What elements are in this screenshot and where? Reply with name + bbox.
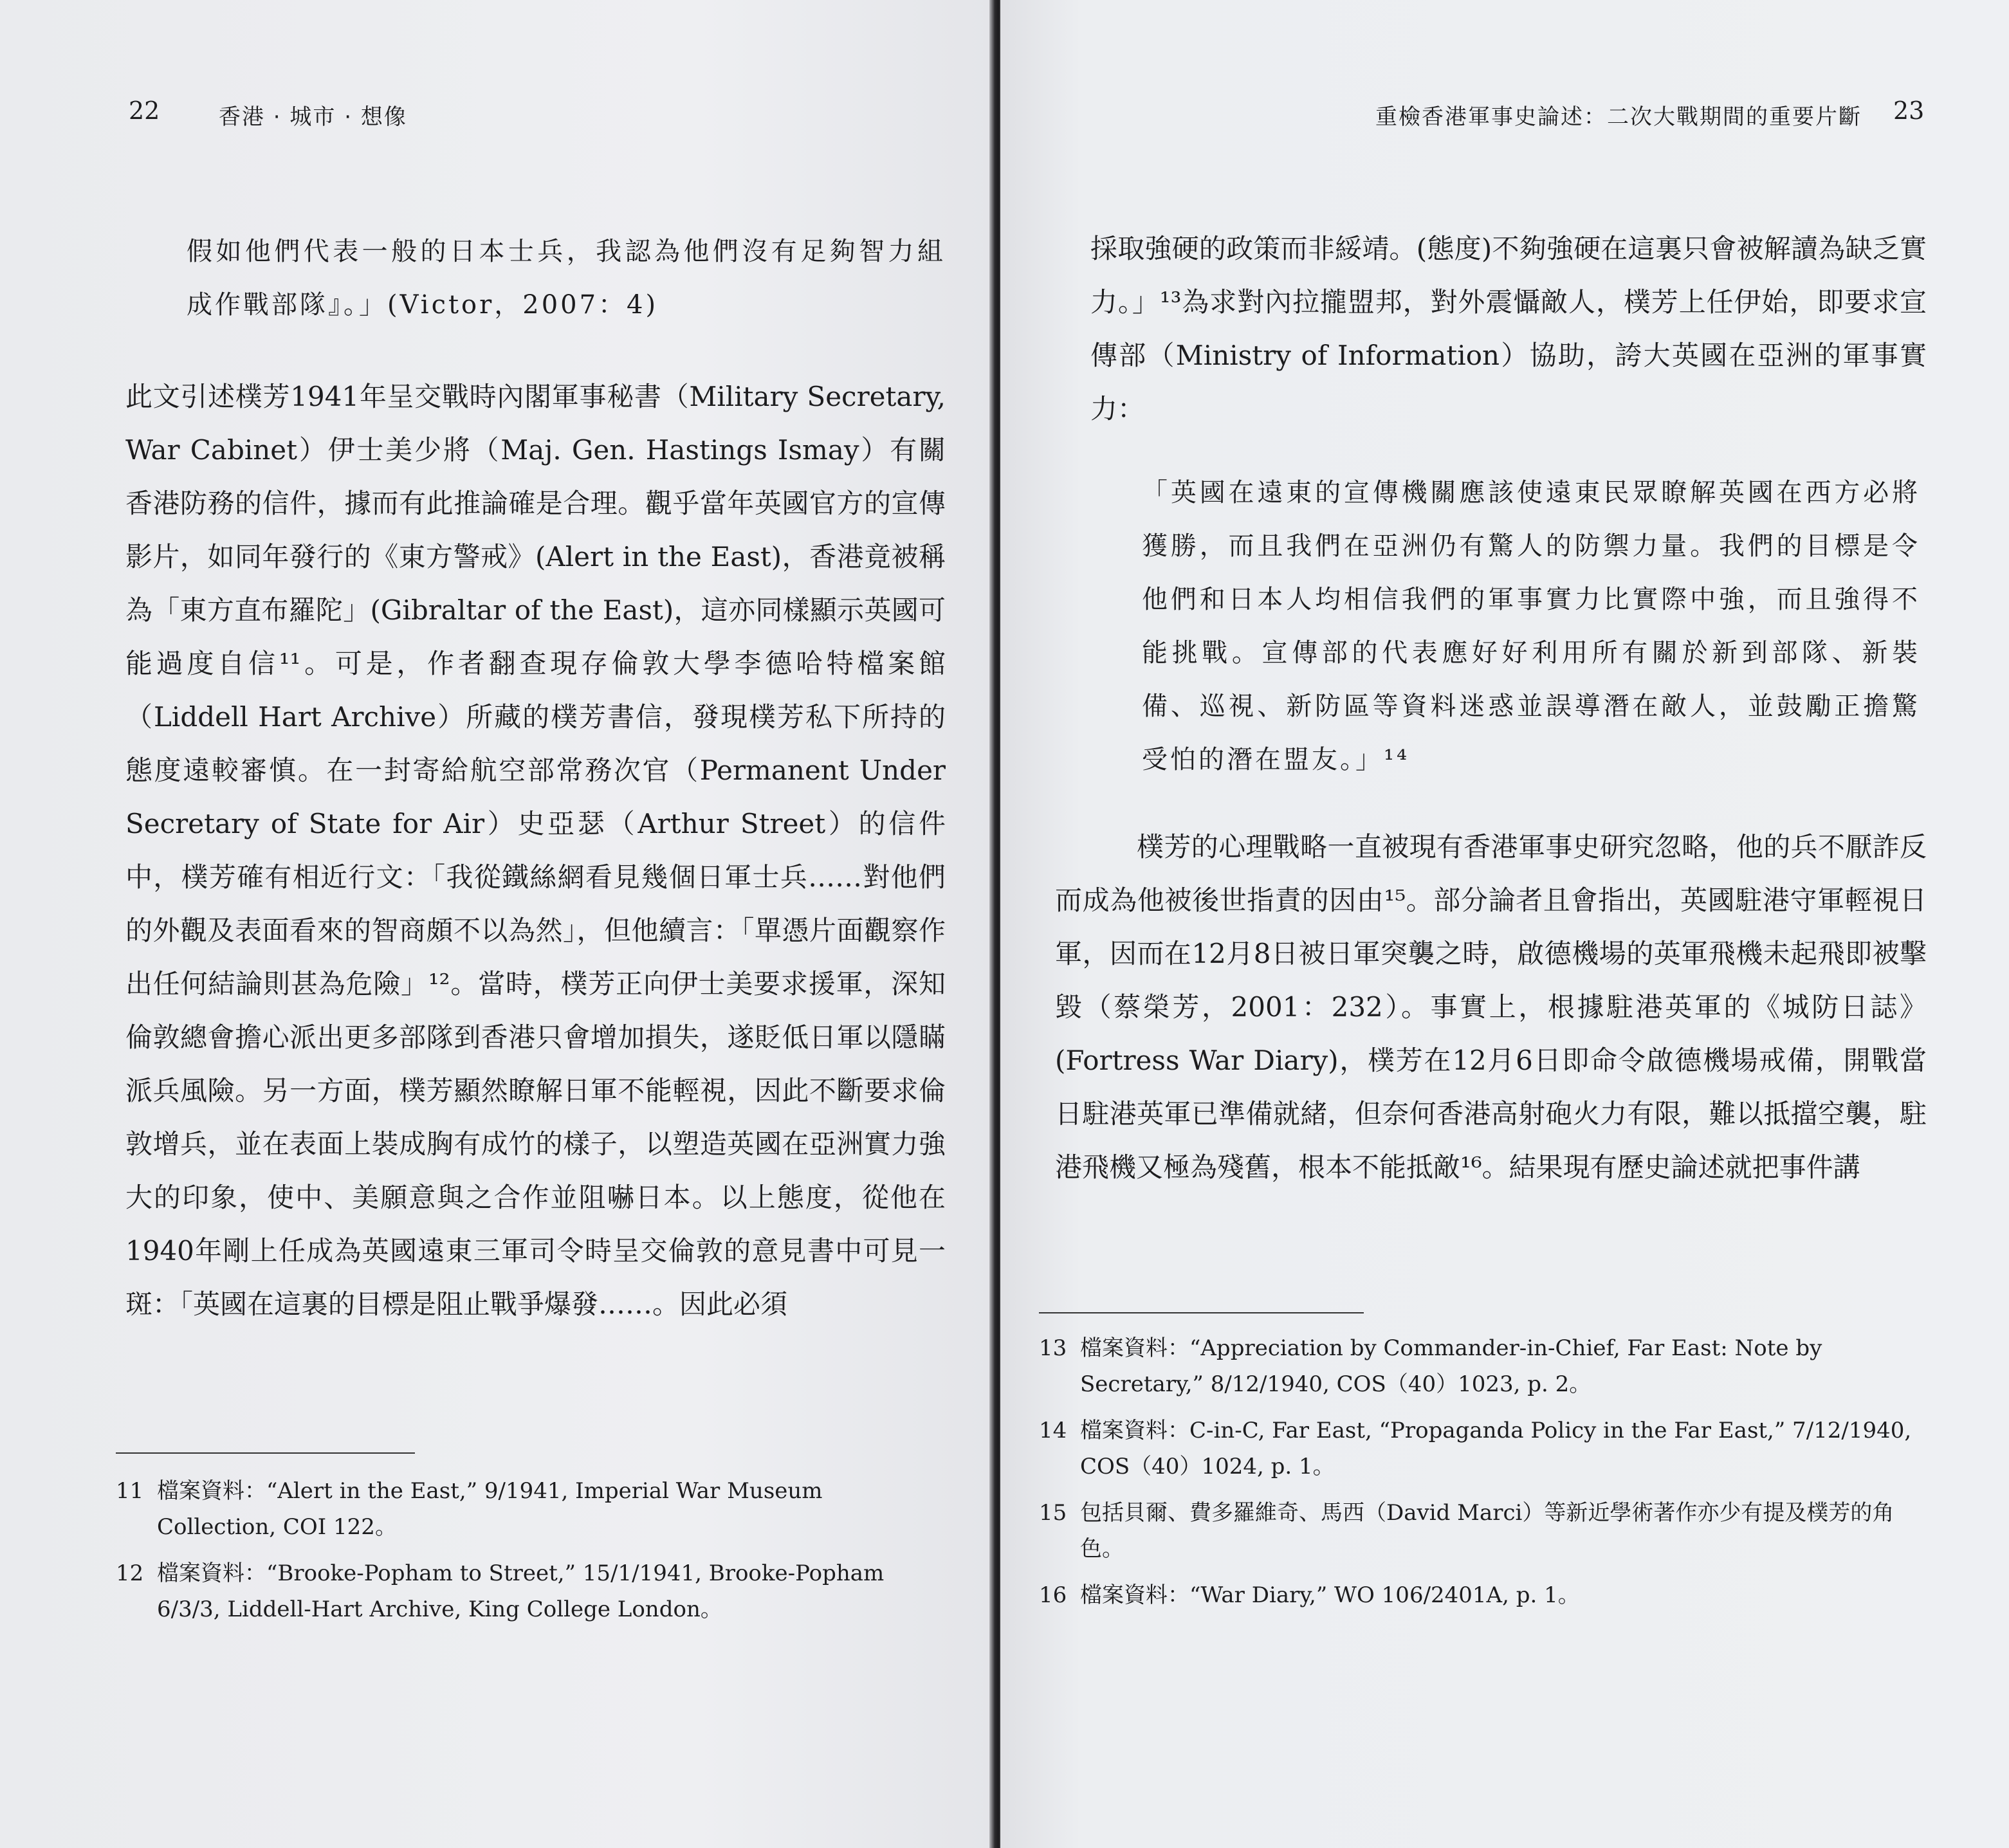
body-paragraph-left: 此文引述樸芳1941年呈交戰時內閣軍事秘書（Military Secretary, War Cabinet）伊士美少將（Maj. Gen. Hastings Ismay）有關香港防務的信件，據而有此推論確是合理。觀乎當年英國官方的宣傳影片，如同年發行的《東方警戒》(Alert in the East)，香港竟被稱為「東方直布羅陀」(Gibraltar of the East)，這亦同樣顯示英國可能過度自信¹¹。可是，作者翻查現存倫敦大學李德哈特檔案館（Liddell Hart Archive）所藏的樸芳書信，發現樸芳私下所持的態度遠較審慎。在一封寄給航空部常務次官（Permanent Under Secretary of State for Air）史亞瑟（Arthur Street）的信件中，樸芳確有相近行文：「我從鐵絲網看見幾個日軍士兵……對他們的外觀及表面看來的智商頗不以為然」，但他續言：「單憑片面觀察作出任何結論則甚為危險」¹²。當時，樸芳正向伊士美要求援軍，深知倫敦總會擔心派出更多部隊到香港只會增加損失，遂貶低日軍以隱瞞派兵風險。另一方面，樸芳顯然瞭解日軍不能輕視，因此不斷要求倫敦增兵，並在表面上裝成胸有成竹的樣子，以塑造英國在亞洲實力強大的印象，使中、美願意與之合作並阻嚇日本。以上態度，從他在1940年剛上任成為英國遠東三軍司令時呈交倫敦的意見書中可見一斑：「英國在這裏的目標是阻止戰爭爆發……。因此必須 [125,381,946,1320]
footnote-number: 12 [116,1560,144,1586]
footnote-text: 檔案資料：“Alert in the East,” 9/1941, Imperial War Museum Collection, COI 122。 [157,1478,823,1540]
running-header-right: 重檢香港軍事史論述：二次大戰期間的重要片斷 [1375,104,1862,130]
footnote-text: 檔案資料：C-in-C, Far East, “Propaganda Policy in the Far East,” 7/12/1940, COS（40）1024, p. 1。 [1080,1418,1912,1479]
footnote-15 [1039,1495,1927,1567]
footnote-12 [116,1555,946,1627]
footnote-13 [1039,1330,1927,1402]
footnote-rule-left [116,1452,415,1454]
body-paragraph-right-1: 採取強硬的政策而非綏靖。(態度)不夠強硬在這裏只會被解讀為缺乏實力。」¹³為求對內拉攏盟邦，對外震懾敵人，樸芳上任伊始，即要求宣傳部（Ministry of Information）協助，誇大英國在亞洲的軍事實力： [1090,233,1927,425]
right-page [1000,0,2009,1848]
footnote-number: 15 [1039,1500,1067,1526]
footnote-number: 13 [1039,1335,1067,1361]
footnote-number: 14 [1039,1418,1067,1443]
footnote-14 [1039,1413,1927,1485]
running-header-left: 香港 · 城市 · 想像 [219,104,407,130]
footnote-rule-right [1039,1312,1364,1313]
footnote-number: 11 [116,1478,144,1504]
footnote-number: 16 [1039,1582,1067,1608]
footnote-text: 檔案資料：“Appreciation by Commander-in-Chief, Far East: Note by Secretary,” 8/12/1940, COS（40）1023, p. 2。 [1080,1335,1822,1397]
body-paragraph-right-2: 樸芳的心理戰略一直被現有香港軍事史研究忽略，他的兵不厭詐反而成為他被後世指責的因由¹⁵。部分論者且會指出，英國駐港守軍輕視日軍，因而在12月8日被日軍突襲之時，啟德機場的英軍飛機未起飛即被擊毀（蔡榮芳，2001：232）。事實上，根據駐港英軍的《城防日誌》(Fortress War Diary)，樸芳在12月6日即命令啟德機場戒備，開戰當日駐港英軍已準備就緒，但奈何香港高射砲火力有限，難以抵擋空襲，駐港飛機又極為殘舊，根本不能抵敵¹⁶。結果現有歷史論述就把事件講 [1055,831,1927,1183]
quote-block-right: 「英國在遠東的宣傳機關應該使遠東民眾瞭解英國在西方必將獲勝，而且我們在亞洲仍有驚人的防禦力量。我們的目標是令他們和日本人均相信我們的軍事實力比實際中強，而且強得不能挑戰。宣傳部的代表應好好利用所有關於新到部隊、新裝備、巡視、新防區等資料迷惑並誤導潛在敵人，並鼓勵正擔驚受怕的潛在盟友。」¹⁴ [1142,478,1920,774]
footnote-16 [1039,1577,1927,1613]
page-number-left: 22 [129,96,160,125]
quote-block-left: 假如他們代表一般的日本士兵，我認為他們沒有足夠智力組成作戰部隊』。」(Victor，2007：4) [187,237,946,320]
page-number-right: 23 [1893,96,1925,125]
footnote-text: 檔案資料：“Brooke-Popham to Street,” 15/1/1941, Brooke-Popham 6/3/3, Liddell-Hart Archive, King College London。 [157,1560,885,1622]
footnote-text: 檔案資料：“War Diary,” WO 106/2401A, p. 1。 [1080,1582,1580,1608]
left-page [0,0,994,1848]
footnote-text: 包括貝爾、費多羅維奇、馬西（David Marci）等新近學術著作亦少有提及樸芳的角色。 [1080,1500,1894,1562]
footnote-11 [116,1473,946,1545]
